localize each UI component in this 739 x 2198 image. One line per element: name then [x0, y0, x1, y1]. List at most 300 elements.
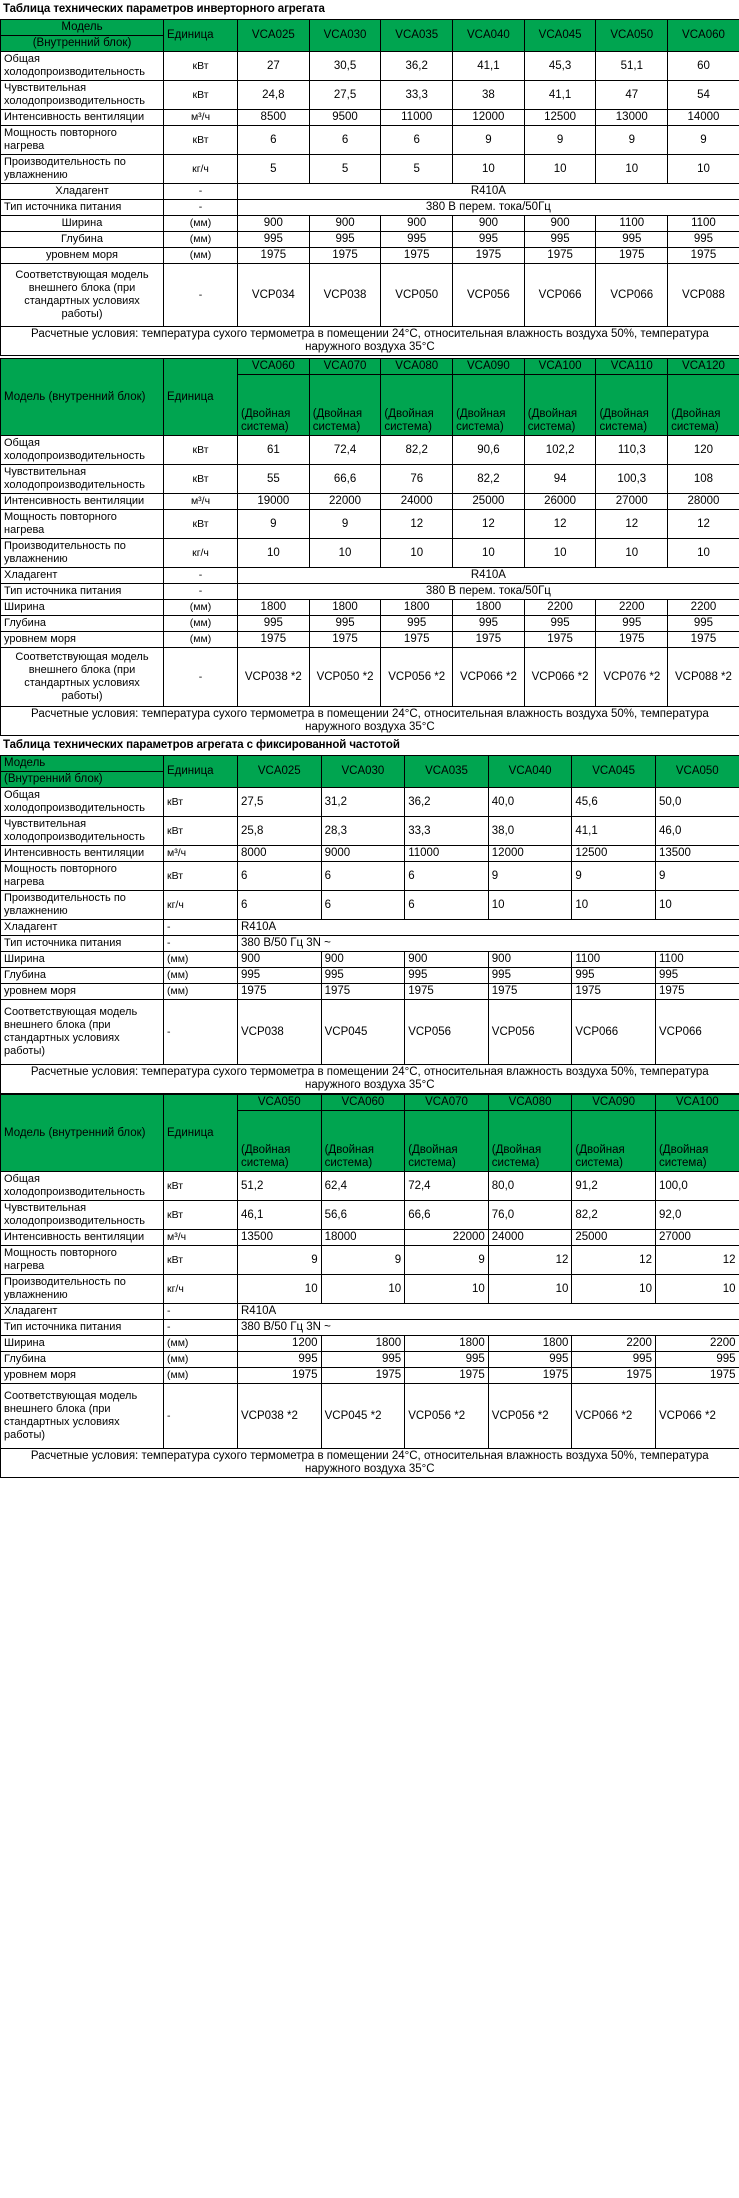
cell: 1100: [668, 216, 739, 232]
cell: VCP045: [321, 1000, 405, 1065]
cell: 1975: [655, 1368, 739, 1384]
model-col-4: VCA045: [524, 20, 596, 52]
cell: 120: [668, 436, 739, 465]
row-label-outdoor-model: Соответствующая модель внешнего блока (при стандартных условиях работы): [1, 1384, 164, 1449]
model-col-4: VCA045: [572, 756, 656, 788]
cell: 12: [524, 510, 596, 539]
row-unit: м³/ч: [164, 1230, 238, 1246]
cell: 995: [488, 968, 572, 984]
cell-refrigerant-value: R410A: [238, 1304, 739, 1320]
cell: 38,0: [488, 817, 572, 846]
cell: 41,1: [453, 52, 525, 81]
cell: 50,0: [655, 788, 739, 817]
cell: VCP056 *2: [381, 648, 453, 707]
row-unit: м³/ч: [164, 494, 238, 510]
row-unit: кг/ч: [164, 891, 238, 920]
row-label-sensible-cooling: Чувствительная холодопроизводительность: [1, 465, 164, 494]
cell: 1975: [309, 248, 381, 264]
cell: 9500: [309, 110, 381, 126]
cell: 25000: [572, 1230, 656, 1246]
row-label-depth: Глубина: [1, 232, 164, 248]
cell: 1800: [309, 600, 381, 616]
cell: 10: [453, 539, 525, 568]
conditions-note: Расчетные условия: температура сухого термометра в помещении 24°С, относительная влажность воздуха 50%, температура наружного воздуха 35°С: [1, 327, 739, 356]
cell: 61: [238, 436, 310, 465]
table-row: [1, 648, 739, 707]
row-label-sea-level: уровнем моря: [1, 248, 164, 264]
cell: 12: [381, 510, 453, 539]
conditions-note: Расчетные условия: температура сухого термометра в помещении 24°С, относительная влажность воздуха 50%, температура наружного воздуха 35°С: [1, 1065, 739, 1094]
table-row: [1, 184, 739, 200]
row-label-reheat: Мощность повторного нагрева: [1, 862, 164, 891]
model-col-0: VCA025: [238, 20, 310, 52]
cell: 900: [524, 216, 596, 232]
cell: 10: [596, 539, 668, 568]
cell: 6: [405, 891, 489, 920]
cell: 10: [655, 1275, 739, 1304]
spec-table-inverter-dual: [0, 358, 739, 736]
row-unit: (мм): [164, 984, 238, 1000]
model-col-3: VCA040: [488, 756, 572, 788]
row-unit: кВт: [164, 52, 238, 81]
cell: 2200: [572, 1336, 656, 1352]
table-title-fixed: Таблица технических параметров агрегата с фиксированной частотой: [3, 739, 400, 751]
cell: 995: [655, 968, 739, 984]
dual-system-label-1: (Двойная система): [321, 1111, 405, 1172]
unit-header-cell: Единица: [164, 756, 238, 788]
row-unit: кВт: [164, 510, 238, 539]
cell: 55: [238, 465, 310, 494]
table-row: [1, 584, 739, 600]
cell: 27: [238, 52, 310, 81]
cell: 900: [405, 952, 489, 968]
model-header-cell: Модель (внутренний блок): [1, 1095, 164, 1172]
cell: 995: [309, 616, 381, 632]
row-unit: (мм): [164, 216, 238, 232]
row-unit: (мм): [164, 232, 238, 248]
cell: 27000: [596, 494, 668, 510]
cell: 1800: [488, 1336, 572, 1352]
cell: 80,0: [488, 1172, 572, 1201]
cell: 10: [381, 539, 453, 568]
cell: VCP038: [238, 1000, 322, 1065]
cell: 10: [405, 1275, 489, 1304]
cell: 12500: [524, 110, 596, 126]
dual-system-label-2: (Двойная система): [381, 375, 453, 436]
row-unit: кВт: [164, 862, 238, 891]
row-label-depth: Глубина: [1, 616, 164, 632]
row-label-reheat: Мощность повторного нагрева: [1, 510, 164, 539]
cell: 1975: [668, 248, 739, 264]
cell: 995: [238, 232, 310, 248]
cell: 9: [524, 126, 596, 155]
row-unit: (мм): [164, 952, 238, 968]
table-row: [1, 616, 739, 632]
cell: 76,0: [488, 1201, 572, 1230]
cell: VCP066: [596, 264, 668, 327]
cell: 5: [381, 155, 453, 184]
table-row: [1, 52, 739, 81]
cell: 9: [238, 1246, 322, 1275]
table-row: [1, 1384, 739, 1449]
cell: 9: [596, 126, 668, 155]
row-unit: (мм): [164, 248, 238, 264]
row-unit: м³/ч: [164, 846, 238, 862]
table-row: [1, 952, 739, 968]
cell: 900: [488, 952, 572, 968]
cell: 9: [488, 862, 572, 891]
cell: 1800: [238, 600, 310, 616]
model-col-6: VCA120: [668, 359, 739, 375]
unit-header-cell: Единица: [164, 359, 238, 436]
cell: 66,6: [405, 1201, 489, 1230]
row-unit: -: [164, 936, 238, 952]
model-col-0: VCA025: [238, 756, 322, 788]
cell: 22000: [405, 1230, 489, 1246]
model-header-cell: Модель (внутренний блок): [1, 359, 164, 436]
cell: 900: [381, 216, 453, 232]
table-row: [1, 1230, 739, 1246]
cell: 2200: [655, 1336, 739, 1352]
dual-system-label-5: (Двойная система): [596, 375, 668, 436]
cell: 100,0: [655, 1172, 739, 1201]
model-col-3: VCA080: [488, 1095, 572, 1111]
model-header-line1: Модель: [1, 20, 163, 36]
row-label-refrigerant: Хладагент: [1, 184, 164, 200]
cell: VCP066 *2: [524, 648, 596, 707]
table-row: [1, 1320, 739, 1336]
cell: VCP056: [453, 264, 525, 327]
dual-system-label-2: (Двойная система): [405, 1111, 489, 1172]
unit-header-cell: Единица: [164, 1095, 238, 1172]
row-unit: кВт: [164, 126, 238, 155]
row-unit: кВт: [164, 817, 238, 846]
cell: 10: [453, 155, 525, 184]
row-unit: (мм): [164, 632, 238, 648]
row-unit: -: [164, 1320, 238, 1336]
cell: 2200: [596, 600, 668, 616]
cell-refrigerant-value: R410A: [238, 568, 739, 584]
cell: 995: [453, 616, 525, 632]
cell: 12: [655, 1246, 739, 1275]
model-header-line2: (Внутренний блок): [4, 773, 103, 785]
cell: 1975: [238, 1368, 322, 1384]
row-label-refrigerant: Хладагент: [1, 920, 164, 936]
cell: 9000: [321, 846, 405, 862]
table-row: [1, 788, 739, 817]
table-footnote-row: [1, 327, 739, 356]
cell: 995: [309, 232, 381, 248]
model-header-line1: Модель: [1, 756, 163, 772]
cell: 82,2: [453, 465, 525, 494]
cell: 995: [655, 1352, 739, 1368]
cell: 10: [668, 539, 739, 568]
row-label-sea-level: уровнем моря: [1, 984, 164, 1000]
cell: 5: [238, 155, 310, 184]
table-header-row: [1, 20, 739, 52]
cell: 1100: [655, 952, 739, 968]
cell: 10: [572, 891, 656, 920]
row-unit: кВт: [164, 81, 238, 110]
table-row: [1, 1304, 739, 1320]
table-row: [1, 436, 739, 465]
cell: 9: [668, 126, 739, 155]
row-unit: (мм): [164, 616, 238, 632]
cell: 12: [572, 1246, 656, 1275]
cell: 1975: [488, 1368, 572, 1384]
cell: 1975: [453, 248, 525, 264]
table-row: [1, 264, 739, 327]
cell: 31,2: [321, 788, 405, 817]
cell: 995: [453, 232, 525, 248]
row-unit: (мм): [164, 600, 238, 616]
row-label-width: Ширина: [1, 216, 164, 232]
dual-system-label-4: (Двойная система): [572, 1111, 656, 1172]
cell: VCP045 *2: [321, 1384, 405, 1449]
cell: 82,2: [572, 1201, 656, 1230]
table-row: [1, 891, 739, 920]
cell: 1975: [405, 984, 489, 1000]
row-label-ventilation: Интенсивность вентиляции: [1, 1230, 164, 1246]
cell: 1800: [321, 1336, 405, 1352]
cell: 2200: [668, 600, 739, 616]
model-col-1: VCA030: [309, 20, 381, 52]
cell: 1800: [405, 1336, 489, 1352]
cell: 6: [321, 862, 405, 891]
table-row: [1, 216, 739, 232]
cell: 9: [405, 1246, 489, 1275]
cell: 995: [668, 232, 739, 248]
table-row: [1, 81, 739, 110]
spec-table-fixed-dual: [0, 1094, 739, 1478]
dual-system-label-0: (Двойная система): [238, 1111, 322, 1172]
table-row: [1, 539, 739, 568]
model-col-5: VCA050: [655, 756, 739, 788]
cell: 1975: [321, 984, 405, 1000]
cell: 24,8: [238, 81, 310, 110]
cell: 40,0: [488, 788, 572, 817]
cell: VCP088: [668, 264, 739, 327]
row-label-outdoor-model: Соответствующая модель внешнего блока (при стандартных условиях работы): [1, 264, 164, 327]
model-col-2: VCA070: [405, 1095, 489, 1111]
row-unit: (мм): [164, 1368, 238, 1384]
row-label-reheat: Мощность повторного нагрева: [1, 126, 164, 155]
cell: 6: [309, 126, 381, 155]
table-header-row: [1, 359, 739, 375]
table-footnote-row: [1, 707, 739, 736]
cell: 41,1: [572, 817, 656, 846]
cell: 13500: [655, 846, 739, 862]
row-label-sensible-cooling: Чувствительная холодопроизводительность: [1, 1201, 164, 1230]
cell: 18000: [321, 1230, 405, 1246]
table-row: [1, 846, 739, 862]
model-col-0: VCA060: [238, 359, 310, 375]
table-row: [1, 248, 739, 264]
cell-power-value: 380 В перем. тока/50Гц: [238, 200, 739, 216]
unit-header-cell: Единица: [164, 20, 238, 52]
table-row: [1, 1336, 739, 1352]
cell: 10: [488, 1275, 572, 1304]
cell: 45,3: [524, 52, 596, 81]
cell: 995: [321, 968, 405, 984]
cell: 51,1: [596, 52, 668, 81]
cell: VCP050 *2: [309, 648, 381, 707]
table-row: [1, 817, 739, 846]
cell: 91,2: [572, 1172, 656, 1201]
table-row: [1, 1368, 739, 1384]
cell: VCP038 *2: [238, 648, 310, 707]
cell: VCP038: [309, 264, 381, 327]
cell: 10: [321, 1275, 405, 1304]
cell: 13000: [596, 110, 668, 126]
cell: 900: [321, 952, 405, 968]
cell: 46,1: [238, 1201, 322, 1230]
cell: 995: [524, 616, 596, 632]
cell: 66,6: [309, 465, 381, 494]
model-col-0: VCA050: [238, 1095, 322, 1111]
cell: 1975: [238, 632, 310, 648]
row-label-depth: Глубина: [1, 968, 164, 984]
row-label-reheat: Мощность повторного нагрева: [1, 1246, 164, 1275]
cell: 41,1: [524, 81, 596, 110]
model-col-5: VCA110: [596, 359, 668, 375]
table-row: [1, 494, 739, 510]
cell: 12000: [488, 846, 572, 862]
cell: 24000: [488, 1230, 572, 1246]
table-row: [1, 126, 739, 155]
cell: 11000: [381, 110, 453, 126]
model-col-6: VCA060: [668, 20, 739, 52]
cell: 110,3: [596, 436, 668, 465]
cell: 33,3: [381, 81, 453, 110]
cell: 19000: [238, 494, 310, 510]
model-header-cell: [1, 756, 164, 788]
dual-system-label-4: (Двойная система): [524, 375, 596, 436]
cell: 1975: [572, 984, 656, 1000]
cell: 9: [655, 862, 739, 891]
cell: VCP066: [524, 264, 596, 327]
row-label-total-cooling: Общая холодопроизводительность: [1, 436, 164, 465]
table-header-row: [1, 1095, 739, 1111]
cell: 900: [453, 216, 525, 232]
cell: 46,0: [655, 817, 739, 846]
row-label-power-type: Тип источника питания: [1, 584, 164, 600]
table-row: [1, 600, 739, 616]
cell: VCP056 *2: [488, 1384, 572, 1449]
cell: 995: [238, 616, 310, 632]
cell-refrigerant-value: R410A: [238, 184, 739, 200]
table-row: [1, 968, 739, 984]
row-label-humidification: Производительность по увлажнению: [1, 891, 164, 920]
cell: 51,2: [238, 1172, 322, 1201]
cell: 33,3: [405, 817, 489, 846]
cell: 1975: [238, 248, 310, 264]
row-label-sea-level: уровнем моря: [1, 632, 164, 648]
row-label-depth: Глубина: [1, 1352, 164, 1368]
cell: 25000: [453, 494, 525, 510]
cell: 108: [668, 465, 739, 494]
cell: 6: [381, 126, 453, 155]
cell: 9: [238, 510, 310, 539]
cell: 26000: [524, 494, 596, 510]
cell: 995: [668, 616, 739, 632]
row-label-power-type: Тип источника питания: [1, 936, 164, 952]
cell: 10: [238, 539, 310, 568]
spec-table-fixed-single: [0, 755, 739, 1094]
row-unit: кВт: [164, 1172, 238, 1201]
cell: 92,0: [655, 1201, 739, 1230]
table-row: [1, 155, 739, 184]
cell: 28000: [668, 494, 739, 510]
table-row: [1, 1172, 739, 1201]
row-unit: кВт: [164, 436, 238, 465]
cell: VCP038 *2: [238, 1384, 322, 1449]
cell: 1975: [238, 984, 322, 1000]
cell: 82,2: [381, 436, 453, 465]
cell: 1975: [488, 984, 572, 1000]
cell: 47: [596, 81, 668, 110]
cell: 13500: [238, 1230, 322, 1246]
cell: 995: [572, 968, 656, 984]
cell: 10: [668, 155, 739, 184]
cell: 100,3: [596, 465, 668, 494]
row-unit: кВт: [164, 1201, 238, 1230]
cell: VCP076 *2: [596, 648, 668, 707]
cell: 10: [238, 1275, 322, 1304]
cell: 36,2: [405, 788, 489, 817]
dual-system-label-1: (Двойная система): [309, 375, 381, 436]
cell: 10: [572, 1275, 656, 1304]
model-col-2: VCA080: [381, 359, 453, 375]
cell: 38: [453, 81, 525, 110]
cell: VCP034: [238, 264, 310, 327]
row-unit: кВт: [164, 1246, 238, 1275]
model-col-4: VCA090: [572, 1095, 656, 1111]
table-footnote-row: [1, 1065, 739, 1094]
dual-system-label-6: (Двойная система): [668, 375, 739, 436]
cell: 1975: [309, 632, 381, 648]
cell: 995: [572, 1352, 656, 1368]
cell: 10: [488, 891, 572, 920]
cell-refrigerant-value: R410A: [238, 920, 739, 936]
cell: 900: [238, 952, 322, 968]
row-unit: -: [164, 184, 238, 200]
row-label-refrigerant: Хладагент: [1, 568, 164, 584]
cell: 1975: [381, 632, 453, 648]
cell-power-value: 380 В перем. тока/50Гц: [238, 584, 739, 600]
cell: VCP066: [655, 1000, 739, 1065]
table-row: [1, 862, 739, 891]
model-col-2: VCA035: [405, 756, 489, 788]
cell: 54: [668, 81, 739, 110]
table-row: [1, 632, 739, 648]
row-label-refrigerant: Хладагент: [1, 1304, 164, 1320]
cell: 5: [309, 155, 381, 184]
cell: 1975: [668, 632, 739, 648]
row-unit: -: [164, 584, 238, 600]
cell: 72,4: [405, 1172, 489, 1201]
row-unit: кг/ч: [164, 539, 238, 568]
cell: 1975: [524, 248, 596, 264]
model-col-1: VCA030: [321, 756, 405, 788]
row-unit: -: [164, 200, 238, 216]
cell: 27,5: [309, 81, 381, 110]
cell: 1200: [238, 1336, 322, 1352]
cell: 10: [309, 539, 381, 568]
cell: 2200: [524, 600, 596, 616]
cell: 1100: [572, 952, 656, 968]
cell: 995: [488, 1352, 572, 1368]
